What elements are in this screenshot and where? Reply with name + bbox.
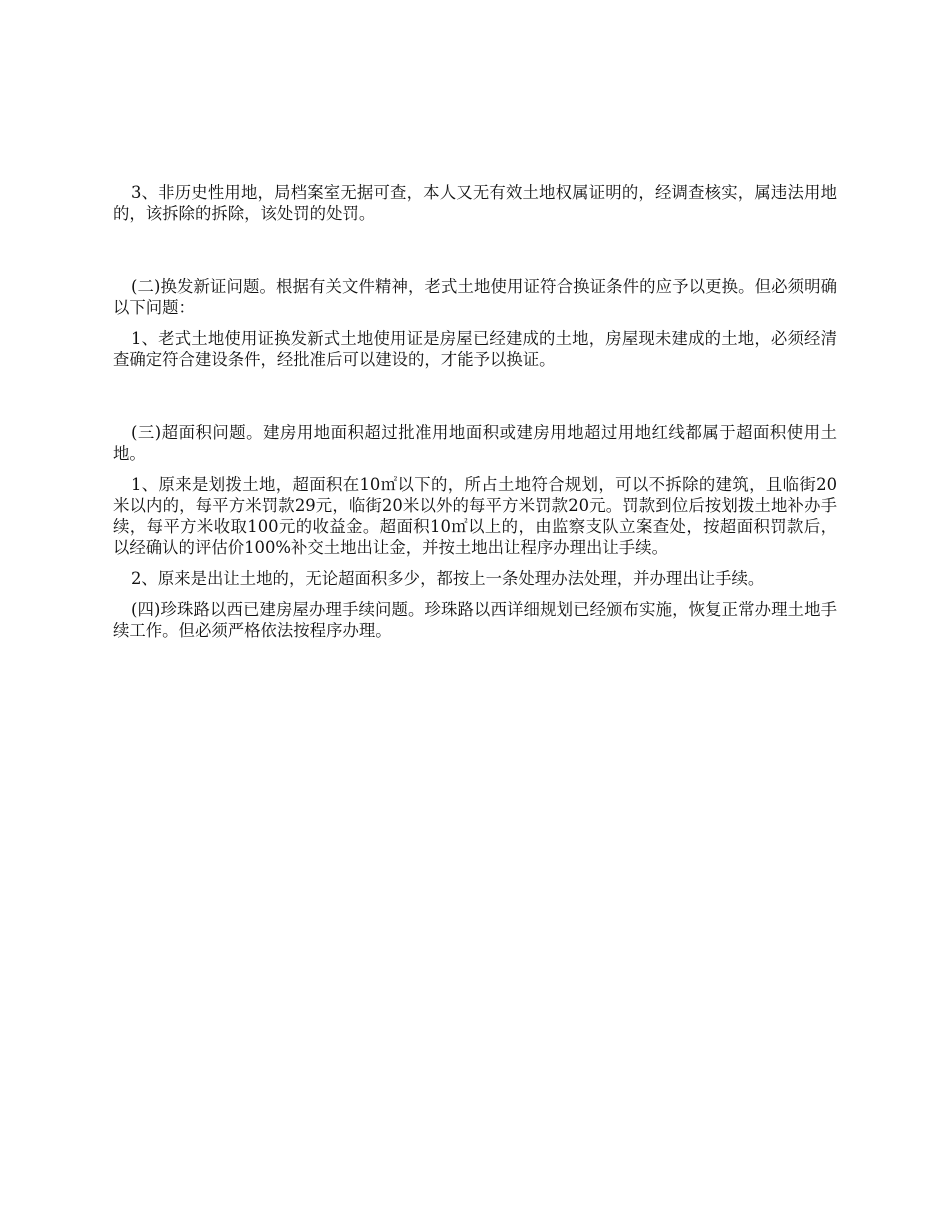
paragraph-section-four: (四)珍珠路以西已建房屋办理手续问题。珍珠路以西详细规划已经颁布实施，恢复正常办理土地手续工作。但必须严格依法按程序办理。 [113,600,837,640]
paragraph-certificate-exchange: 1、老式土地使用证换发新式土地使用证是房屋已经建成的土地，房屋现未建成的土地，必须经清查确定符合建设条件，经批准后可以建设的，才能予以换证。 [113,329,837,369]
paragraph-illegal-land: 3、非历史性用地，局档案室无据可查，本人又无有效土地权属证明的，经调查核实，属违法用地的，该拆除的拆除，该处罚的处罚。 [113,183,837,223]
paragraph-transferred-land-excess: 2、原来是出让土地的，无论超面积多少，都按上一条处理办法处理，并办理出让手续。 [131,569,765,588]
paragraph-allocated-land-excess: 1、原来是划拨土地，超面积在10㎡以下的，所占土地符合规划，可以不拆除的建筑，且临街20米以内的，每平方米罚款29元，临街20米以外的每平方米罚款20元。罚款到位后按划拨土地补办手续，每平方米收取100元的收益金。超面积10㎡以上的，由监察支队立案查处，按超面积罚款后，以经确认的评估价100%补交土地出让金，并按土地出让程序办理出让手续。 [113,475,837,557]
paragraph-section-two-heading: (二)换发新证问题。根据有关文件精神，老式土地使用证符合换证条件的应予以更换。但必须明确以下问题： [113,277,837,317]
paragraph-section-three-heading: (三)超面积问题。建房用地面积超过批准用地面积或建房用地超过用地红线都属于超面积使用土地。 [113,423,837,463]
document-body [113,182,837,651]
